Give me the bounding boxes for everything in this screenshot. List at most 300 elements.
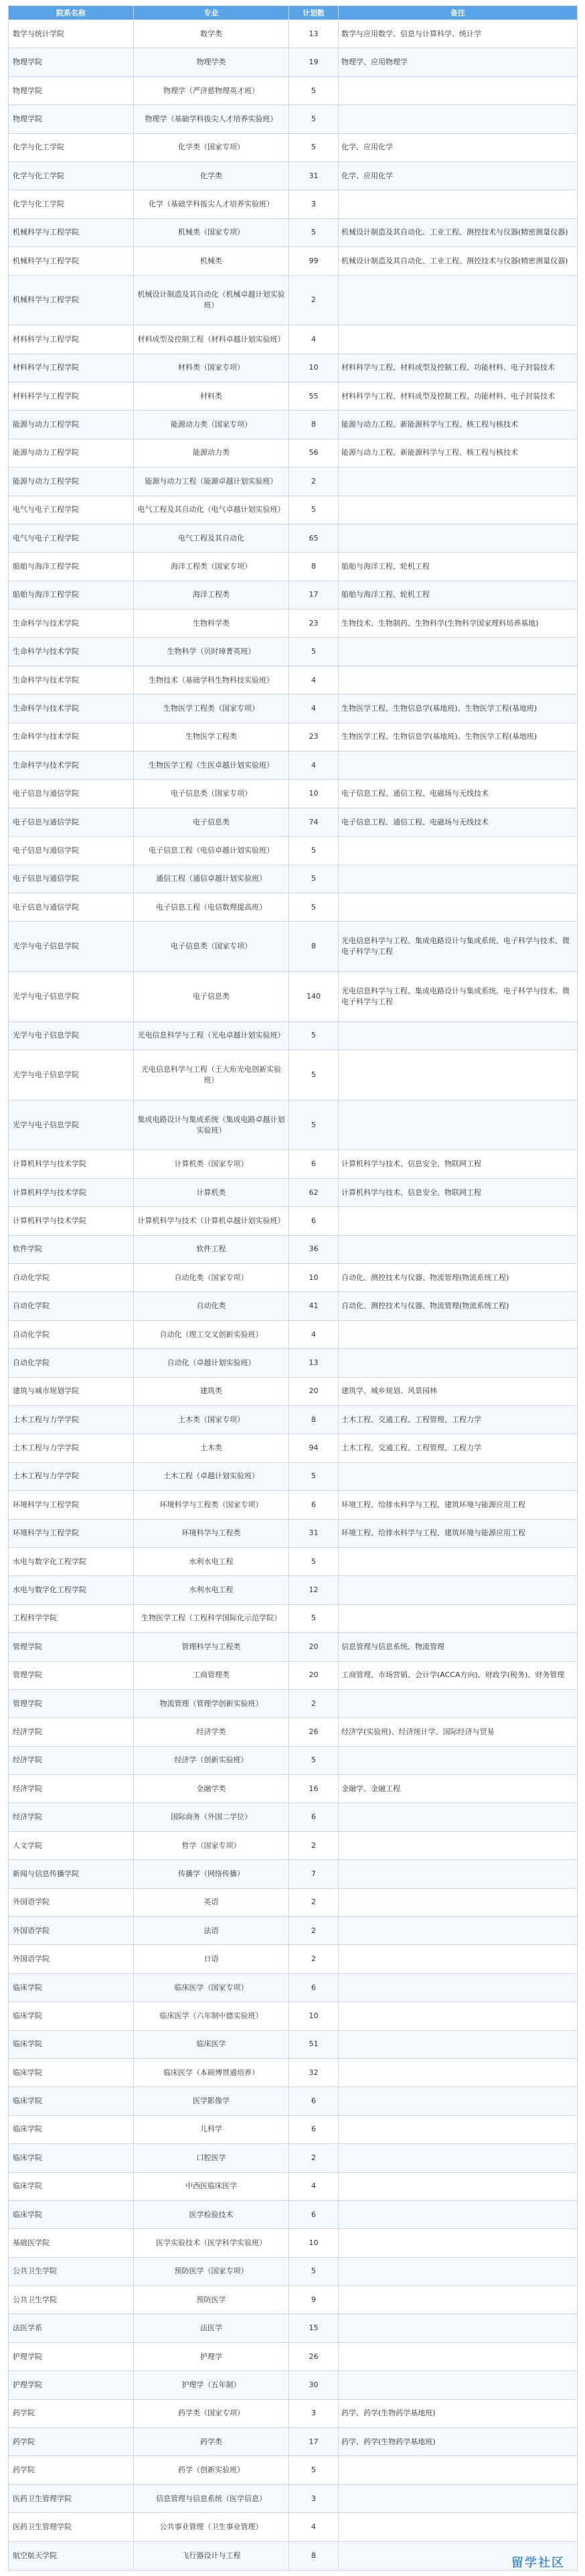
cell-major: 自动化类（国家专项） [134, 1264, 289, 1292]
cell-college: 药学院 [9, 2456, 134, 2484]
table-row [9, 610, 578, 638]
cell-college: 土木工程与力学学院 [9, 1434, 134, 1462]
cell-major: 物流管理（管理学创新实验班） [134, 1689, 289, 1717]
cell-major: 经济学（创新实验班） [134, 1746, 289, 1774]
cell-college: 水电与数字化工程学院 [9, 1576, 134, 1604]
table-row [9, 2314, 578, 2342]
cell-college: 基础医学院 [9, 2229, 134, 2257]
cell-college: 临床学院 [9, 2030, 134, 2058]
cell-college: 新闻与信息传播学院 [9, 1860, 134, 1888]
table-row [9, 1860, 578, 1888]
cell-college: 临床学院 [9, 2144, 134, 2172]
table-header [9, 6, 578, 20]
table-row [9, 893, 578, 922]
table-row [9, 837, 578, 865]
cell-plan-count: 65 [289, 524, 339, 552]
cell-plan-count: 5 [289, 2456, 339, 2484]
table-row [9, 2399, 578, 2427]
cell-plan-count: 20 [289, 1633, 339, 1661]
table-row [9, 1100, 578, 1150]
cell-major: 生物科学类 [134, 610, 289, 638]
table-row [9, 1349, 578, 1377]
table-row [9, 2286, 578, 2314]
cell-plan-count: 2 [289, 1888, 339, 1916]
cell-college: 能源与动力工程学院 [9, 439, 134, 467]
cell-major: 生物医学工程（生医卓越计划实验班） [134, 752, 289, 780]
cell-plan-count: 51 [289, 2030, 339, 2058]
table-row [9, 1633, 578, 1661]
cell-plan-count: 26 [289, 1718, 339, 1746]
cell-college: 法医学系 [9, 2314, 134, 2342]
cell-college: 化学与化工学院 [9, 190, 134, 218]
table-row [9, 1021, 578, 1050]
cell-plan-count: 6 [289, 1150, 339, 1178]
table-row [9, 1207, 578, 1235]
cell-remarks: 信息管理与信息系统、物流管理 [339, 1633, 578, 1661]
cell-college: 物理学院 [9, 76, 134, 104]
cell-remarks [339, 2144, 578, 2172]
table-row [9, 553, 578, 581]
cell-plan-count: 41 [289, 1292, 339, 1320]
cell-college: 光学与电子信息学院 [9, 1100, 134, 1150]
table-row [9, 2541, 578, 2570]
cell-remarks [339, 1349, 578, 1377]
cell-major: 儿科学 [134, 2115, 289, 2143]
cell-major: 哲学（国家专项） [134, 1831, 289, 1859]
cell-plan-count: 6 [289, 2200, 339, 2228]
cell-plan-count: 5 [289, 105, 339, 133]
cell-plan-count: 12 [289, 1576, 339, 1604]
cell-plan-count: 5 [289, 1021, 339, 1050]
table-row [9, 468, 578, 496]
cell-college: 外国语学院 [9, 1917, 134, 1945]
cell-college: 化学与化工学院 [9, 161, 134, 190]
cell-major: 电子信息类（国家专项） [134, 922, 289, 972]
cell-college: 管理学院 [9, 1633, 134, 1661]
cell-remarks: 土木工程、交通工程、工程管理、工程力学 [339, 1434, 578, 1462]
cell-remarks [339, 1803, 578, 1831]
cell-major: 土木类（国家专项） [134, 1405, 289, 1433]
cell-remarks [339, 2002, 578, 2030]
cell-plan-count: 3 [289, 2484, 339, 2512]
cell-college: 电气与电子工程学院 [9, 496, 134, 524]
cell-remarks [339, 190, 578, 218]
cell-college: 环境科学与工程学院 [9, 1491, 134, 1519]
cell-major: 金融学类 [134, 1775, 289, 1803]
cell-college: 经济学院 [9, 1803, 134, 1831]
cell-major: 海洋工程类（国家专项） [134, 553, 289, 581]
cell-remarks [339, 76, 578, 104]
cell-plan-count: 23 [289, 723, 339, 751]
cell-major: 电子信息类 [134, 972, 289, 1022]
cell-plan-count: 140 [289, 972, 339, 1022]
cell-major: 生物技术（基础学科生物科技实验班） [134, 666, 289, 694]
table-row [9, 1661, 578, 1689]
cell-major: 临床医学 [134, 2030, 289, 2058]
cell-remarks: 自动化、测控技术与仪器、物流管理(物流系统工程) [339, 1264, 578, 1292]
cell-major: 数学类 [134, 20, 289, 48]
cell-major: 能源与动力工程（能源卓越计划实验班） [134, 468, 289, 496]
cell-plan-count: 17 [289, 2428, 339, 2456]
cell-plan-count: 5 [289, 837, 339, 865]
cell-college: 计算机科学与技术学院 [9, 1150, 134, 1178]
table-row [9, 1434, 578, 1462]
table-row [9, 2115, 578, 2143]
cell-college: 公共卫生学院 [9, 2286, 134, 2314]
cell-remarks [339, 666, 578, 694]
cell-major: 集成电路设计与集成系统（集成电路卓越计划实验班） [134, 1100, 289, 1150]
cell-college: 土木工程与力学学院 [9, 1405, 134, 1433]
cell-major: 工商管理类 [134, 1661, 289, 1689]
cell-college: 药学院 [9, 2399, 134, 2427]
table-row [9, 1746, 578, 1774]
cell-college: 公共卫生学院 [9, 2257, 134, 2285]
cell-college: 光学与电子信息学院 [9, 922, 134, 972]
table-row [9, 76, 578, 104]
table-row [9, 695, 578, 723]
cell-college: 水电与数字化工程学院 [9, 1547, 134, 1575]
cell-major: 物理学类 [134, 48, 289, 76]
cell-remarks: 机械设计制造及其自动化、工业工程、测控技术与仪器(精密测量仪器) [339, 218, 578, 246]
cell-major: 建筑类 [134, 1377, 289, 1405]
table-row [9, 439, 578, 467]
cell-college: 生命科学与技术学院 [9, 752, 134, 780]
cell-major: 医学检验技术 [134, 2200, 289, 2228]
cell-major: 预防医学 [134, 2286, 289, 2314]
cell-college: 管理学院 [9, 1661, 134, 1689]
cell-college: 光学与电子信息学院 [9, 1050, 134, 1100]
cell-college: 生命科学与技术学院 [9, 695, 134, 723]
cell-major: 医学实验技术（医学科学实验班） [134, 2229, 289, 2257]
table-row [9, 275, 578, 326]
cell-remarks: 电子信息工程、通信工程、电磁场与无线技术 [339, 780, 578, 808]
cell-plan-count: 5 [289, 76, 339, 104]
cell-plan-count: 5 [289, 1746, 339, 1774]
cell-remarks: 药学、药学(生物药学基地班) [339, 2399, 578, 2427]
cell-major: 水利水电工程 [134, 1547, 289, 1575]
table-row [9, 1320, 578, 1348]
cell-plan-count: 2 [289, 1689, 339, 1717]
cell-remarks [339, 1235, 578, 1263]
cell-plan-count: 94 [289, 1434, 339, 1462]
cell-remarks [339, 1050, 578, 1100]
cell-remarks [339, 1547, 578, 1575]
cell-college: 临床学院 [9, 2002, 134, 2030]
cell-remarks: 建筑学、城乡规划、风景园林 [339, 1377, 578, 1405]
table-row [9, 2002, 578, 2030]
cell-college: 临床学院 [9, 2115, 134, 2143]
table-row [9, 1050, 578, 1100]
cell-college: 生命科学与技术学院 [9, 666, 134, 694]
cell-college: 能源与动力工程学院 [9, 468, 134, 496]
cell-plan-count: 10 [289, 354, 339, 382]
cell-plan-count: 6 [289, 1491, 339, 1519]
header-row [9, 6, 578, 20]
cell-plan-count: 74 [289, 808, 339, 836]
cell-college: 生命科学与技术学院 [9, 610, 134, 638]
cell-remarks: 药学、药学(生物药学基地班) [339, 2428, 578, 2456]
cell-college: 船舶与海洋工程学院 [9, 553, 134, 581]
cell-major: 自动化（理工交叉创新实验班） [134, 1320, 289, 1348]
cell-remarks [339, 2257, 578, 2285]
table-row [9, 2513, 578, 2541]
cell-major: 公共事业管理（卫生事业管理） [134, 2513, 289, 2541]
cell-remarks: 材料科学与工程、材料成型及控制工程、功能材料、电子封装技术 [339, 354, 578, 382]
cell-plan-count: 3 [289, 190, 339, 218]
header-major: 专业 [134, 6, 289, 20]
cell-major: 法语 [134, 1917, 289, 1945]
cell-remarks: 光电信息科学与工程、集成电路设计与集成系统、电子科学与技术、微电子科学与工程 [339, 972, 578, 1022]
cell-plan-count: 2 [289, 275, 339, 326]
cell-major: 护理学 [134, 2342, 289, 2370]
cell-major: 医学影像学 [134, 2087, 289, 2115]
cell-college: 物理学院 [9, 105, 134, 133]
cell-plan-count: 2 [289, 1831, 339, 1859]
cell-college: 药学院 [9, 2428, 134, 2456]
cell-plan-count: 5 [289, 865, 339, 893]
cell-plan-count: 4 [289, 2172, 339, 2200]
cell-major: 光电信息科学与工程（王大珩光电创新实验班） [134, 1050, 289, 1100]
cell-remarks: 船舶与海洋工程、轮机工程 [339, 581, 578, 609]
cell-remarks [339, 2342, 578, 2370]
cell-major: 材料成型及控制工程（材料卓越计划实验班） [134, 326, 289, 354]
cell-college: 自动化学院 [9, 1264, 134, 1292]
table-row [9, 218, 578, 246]
cell-remarks [339, 1831, 578, 1859]
table-row [9, 1150, 578, 1178]
cell-plan-count: 8 [289, 2541, 339, 2570]
cell-remarks [339, 2172, 578, 2200]
cell-remarks [339, 837, 578, 865]
cell-major: 能源动力类 [134, 439, 289, 467]
cell-major: 生物医学工程类（国家专项） [134, 695, 289, 723]
cell-remarks [339, 2484, 578, 2512]
cell-remarks [339, 1888, 578, 1916]
cell-plan-count: 56 [289, 439, 339, 467]
table-row [9, 2371, 578, 2399]
table-row [9, 1547, 578, 1575]
cell-plan-count: 5 [289, 1462, 339, 1490]
cell-plan-count: 5 [289, 638, 339, 666]
cell-college: 航空航天学院 [9, 2541, 134, 2570]
table-row [9, 1576, 578, 1604]
cell-major: 海洋工程类 [134, 581, 289, 609]
cell-plan-count: 17 [289, 581, 339, 609]
cell-major: 物理学（基础学科拔尖人才培养实验班） [134, 105, 289, 133]
cell-college: 电子信息与通信学院 [9, 780, 134, 808]
cell-major: 化学（基础学科拔尖人才培养实验班） [134, 190, 289, 218]
table-row [9, 638, 578, 666]
cell-major: 水利水电工程 [134, 1576, 289, 1604]
cell-plan-count: 6 [289, 1973, 339, 2001]
cell-plan-count: 55 [289, 382, 339, 410]
cell-college: 建筑与城市规划学院 [9, 1377, 134, 1405]
table-row [9, 1803, 578, 1831]
cell-college: 软件学院 [9, 1235, 134, 1263]
cell-college: 机械科学与工程学院 [9, 247, 134, 275]
cell-major: 电子信息类（国家专项） [134, 780, 289, 808]
table-row [9, 865, 578, 893]
table-row [9, 1604, 578, 1632]
table-row [9, 723, 578, 751]
cell-plan-count: 2 [289, 1945, 339, 1973]
cell-plan-count: 6 [289, 1803, 339, 1831]
cell-major: 计算机类 [134, 1178, 289, 1206]
cell-remarks: 光电信息科学与工程、集成电路设计与集成系统、电子科学与技术、微电子科学与工程 [339, 922, 578, 972]
table-row [9, 666, 578, 694]
cell-college: 临床学院 [9, 1973, 134, 2001]
cell-major: 自动化（卓越计划实验班） [134, 1349, 289, 1377]
cell-college: 数学与统计学院 [9, 20, 134, 48]
cell-college: 临床学院 [9, 2058, 134, 2086]
cell-major: 临床医学（六年制中德实验班） [134, 2002, 289, 2030]
cell-college: 自动化学院 [9, 1292, 134, 1320]
cell-major: 生物医学工程（工程科学国际化示范学院） [134, 1604, 289, 1632]
cell-remarks: 机械设计制造及其自动化、工业工程、测控技术与仪器(精密测量仪器) [339, 247, 578, 275]
cell-remarks [339, 2456, 578, 2484]
cell-plan-count: 5 [289, 1100, 339, 1150]
cell-plan-count: 5 [289, 1050, 339, 1100]
cell-plan-count: 8 [289, 411, 339, 439]
cell-remarks [339, 1746, 578, 1774]
cell-remarks: 生物技术、生物制药、生物科学(生物科学国家理科培养基地) [339, 610, 578, 638]
cell-major: 药学（创新实验班） [134, 2456, 289, 2484]
cell-remarks: 自动化、测控技术与仪器、物流管理(物流系统工程) [339, 1292, 578, 1320]
table-row [9, 1462, 578, 1490]
cell-major: 环境科学与工程类（国家专项） [134, 1491, 289, 1519]
cell-remarks [339, 2314, 578, 2342]
cell-remarks [339, 2371, 578, 2399]
cell-college: 电子信息与通信学院 [9, 893, 134, 922]
admission-plan-table-wrapper [8, 5, 577, 2571]
cell-plan-count: 5 [289, 1547, 339, 1575]
table-row [9, 496, 578, 524]
header-college: 院系名称 [9, 6, 134, 20]
cell-plan-count: 13 [289, 1349, 339, 1377]
cell-college: 电子信息与通信学院 [9, 808, 134, 836]
table-row [9, 1405, 578, 1433]
table-row [9, 2456, 578, 2484]
cell-remarks [339, 893, 578, 922]
table-row [9, 48, 578, 76]
cell-remarks: 材料科学与工程、材料成型及控制工程、功能材料、电子封装技术 [339, 382, 578, 410]
table-row [9, 2200, 578, 2228]
cell-remarks [339, 468, 578, 496]
cell-plan-count: 10 [289, 2002, 339, 2030]
cell-college: 化学与化工学院 [9, 133, 134, 161]
table-row [9, 2229, 578, 2257]
cell-plan-count: 10 [289, 780, 339, 808]
cell-remarks [339, 1689, 578, 1717]
cell-remarks: 金融学、金融工程 [339, 1775, 578, 1803]
cell-college: 医药卫生管理学院 [9, 2513, 134, 2541]
cell-major: 环境科学与工程类 [134, 1519, 289, 1547]
cell-remarks [339, 2286, 578, 2314]
cell-remarks: 经济学(实验班)、经济统计学、国际经济与贸易 [339, 1718, 578, 1746]
table-row [9, 2030, 578, 2058]
table-row [9, 1775, 578, 1803]
cell-major: 法医学 [134, 2314, 289, 2342]
table-row [9, 247, 578, 275]
table-row [9, 1519, 578, 1547]
cell-major: 生物医学工程类 [134, 723, 289, 751]
cell-college: 能源与动力工程学院 [9, 411, 134, 439]
cell-remarks [339, 1320, 578, 1348]
cell-college: 外国语学院 [9, 1945, 134, 1973]
table-row [9, 1377, 578, 1405]
table-row [9, 1235, 578, 1263]
cell-plan-count: 2 [289, 468, 339, 496]
cell-major: 自动化类 [134, 1292, 289, 1320]
cell-plan-count: 5 [289, 893, 339, 922]
table-row [9, 411, 578, 439]
cell-plan-count: 13 [289, 20, 339, 48]
cell-remarks [339, 275, 578, 326]
cell-college: 电气与电子工程学院 [9, 524, 134, 552]
cell-college: 临床学院 [9, 2200, 134, 2228]
cell-major: 临床医学（本硕博贯通培养） [134, 2058, 289, 2086]
table-row [9, 133, 578, 161]
cell-remarks [339, 638, 578, 666]
cell-major: 土木类 [134, 1434, 289, 1462]
table-row [9, 524, 578, 552]
cell-college: 医药卫生管理学院 [9, 2484, 134, 2512]
cell-plan-count: 5 [289, 2257, 339, 2285]
cell-remarks: 船舶与海洋工程、轮机工程 [339, 553, 578, 581]
cell-remarks: 能源与动力工程、新能源科学与工程、核工程与核技术 [339, 411, 578, 439]
cell-major: 通信工程（通信卓越计划实验班） [134, 865, 289, 893]
table-row [9, 354, 578, 382]
cell-plan-count: 30 [289, 2371, 339, 2399]
cell-remarks: 化学、应用化学 [339, 133, 578, 161]
cell-remarks: 计算机科学与技术、信息安全、物联网工程 [339, 1178, 578, 1206]
cell-major: 化学类（国家专项） [134, 133, 289, 161]
cell-remarks [339, 1860, 578, 1888]
cell-plan-count: 5 [289, 496, 339, 524]
cell-remarks: 能源与动力工程、新能源科学与工程、核工程与核技术 [339, 439, 578, 467]
table-row [9, 2087, 578, 2115]
cell-major: 国际商务（外国二学位） [134, 1803, 289, 1831]
cell-major: 光电信息科学与工程（光电卓越计划实验班） [134, 1021, 289, 1050]
table-row [9, 2058, 578, 2086]
table-row [9, 1917, 578, 1945]
cell-college: 管理学院 [9, 1689, 134, 1717]
cell-major: 飞行器设计与工程 [134, 2541, 289, 2570]
cell-major: 土木工程（卓越计划实验班） [134, 1462, 289, 1490]
watermark-text: 留学社区 [511, 2556, 565, 2570]
table-row [9, 2484, 578, 2512]
cell-college: 材料科学与工程学院 [9, 326, 134, 354]
cell-remarks: 土木工程、交通工程、工程管理、工程力学 [339, 1405, 578, 1433]
cell-remarks [339, 1604, 578, 1632]
cell-major: 化学类 [134, 161, 289, 190]
table-row [9, 1178, 578, 1206]
cell-major: 机械设计制造及其自动化（机械卓越计划实验班） [134, 275, 289, 326]
cell-major: 日语 [134, 1945, 289, 1973]
cell-plan-count: 20 [289, 1661, 339, 1689]
table-row [9, 2257, 578, 2285]
admission-plan-table [8, 5, 578, 2571]
cell-college: 生命科学与技术学院 [9, 723, 134, 751]
cell-major: 药学类 [134, 2428, 289, 2456]
cell-remarks [339, 1021, 578, 1050]
cell-remarks [339, 2200, 578, 2228]
cell-plan-count: 4 [289, 2513, 339, 2541]
table-row [9, 326, 578, 354]
table-row [9, 1689, 578, 1717]
table-row [9, 780, 578, 808]
table-body [9, 20, 578, 2571]
